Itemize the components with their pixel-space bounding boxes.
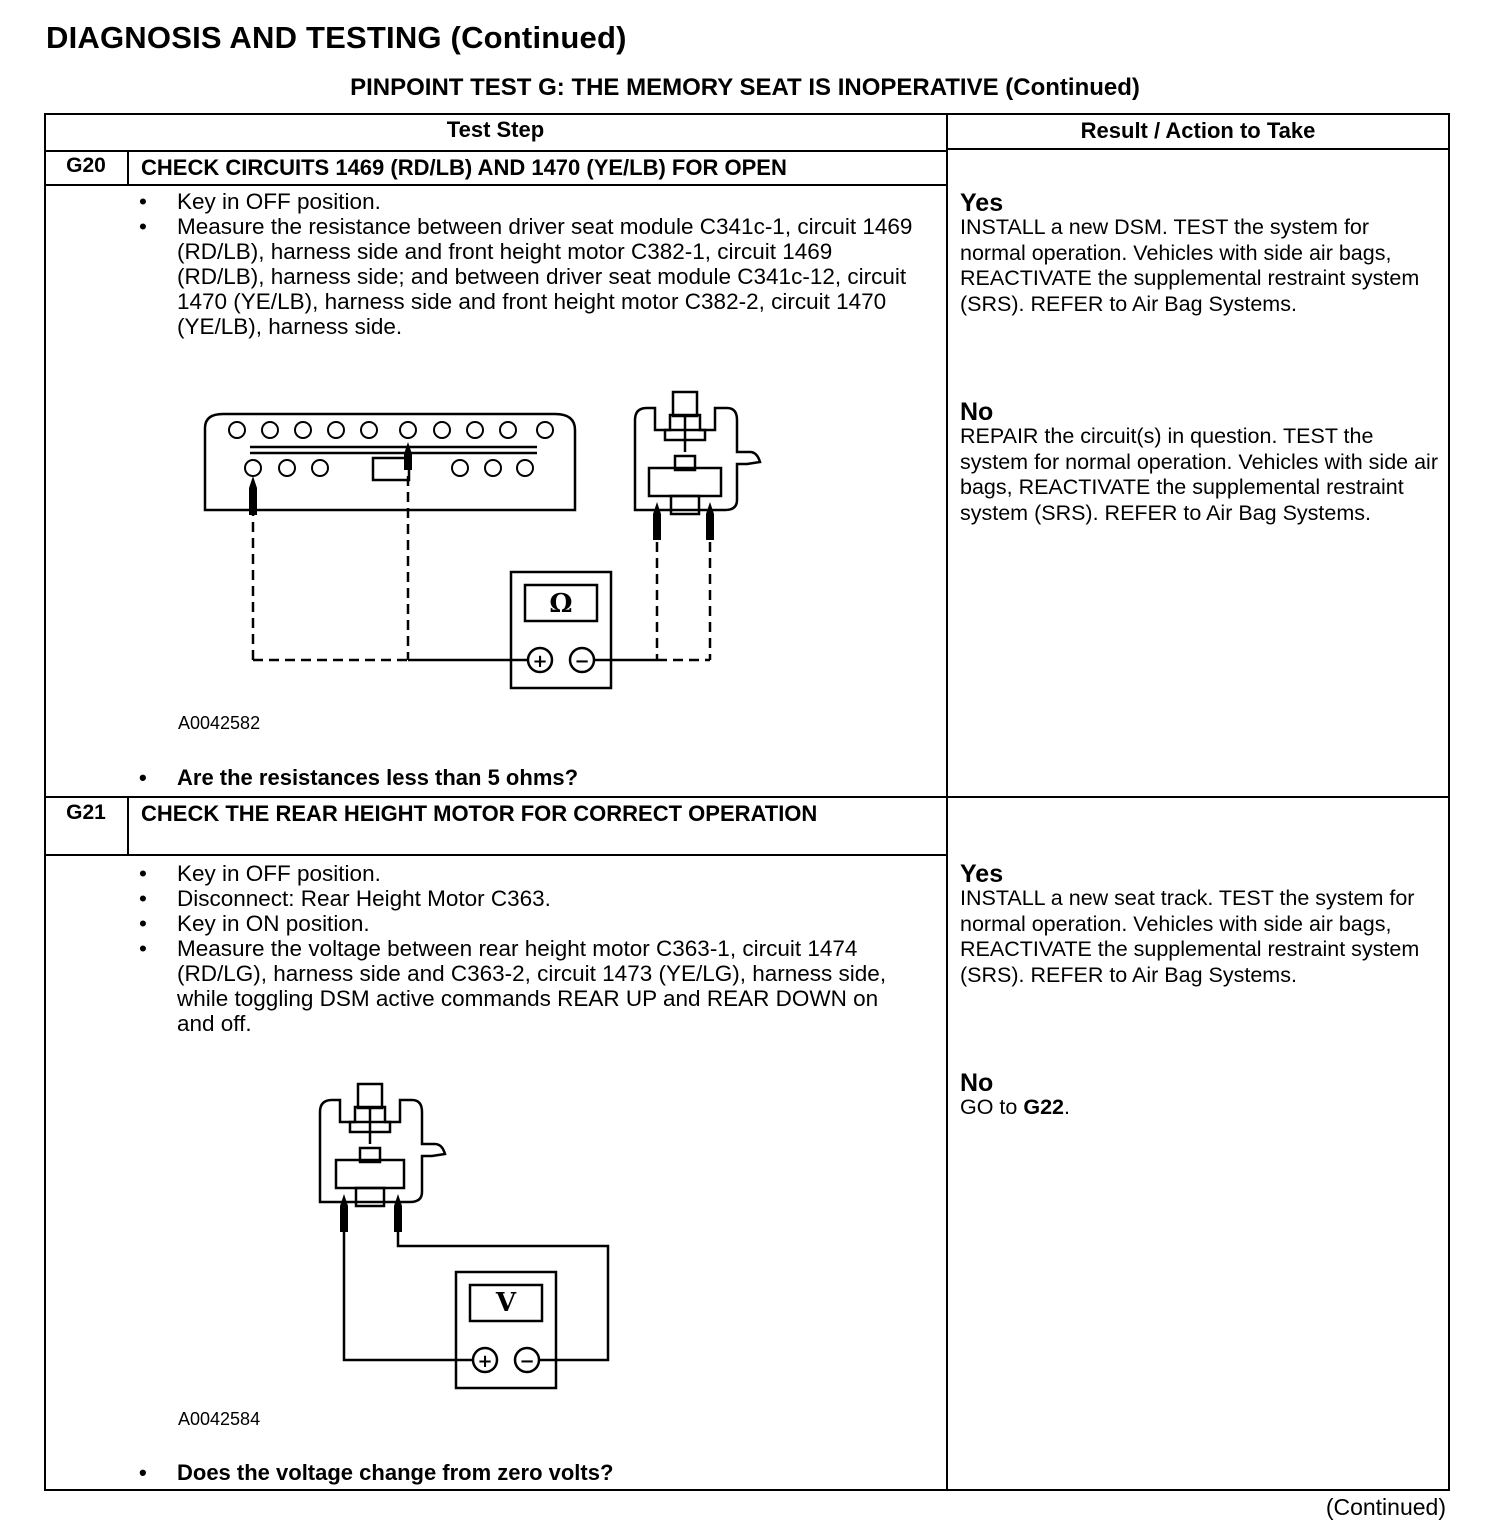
- header-divider-right: [946, 148, 1450, 150]
- step-title-g20: CHECK CIRCUITS 1469 (RD/LB) AND 1470 (YE/LB) FOR OPEN: [141, 155, 787, 180]
- meter-minus-terminal: −: [574, 651, 590, 672]
- g21-no-text: [960, 1095, 1440, 1121]
- header-result-action: Result / Action to Take: [1080, 118, 1316, 143]
- g20-no-label: No: [960, 398, 994, 426]
- figure-id-g21: A0042584: [178, 1409, 261, 1429]
- figure-id-g20: A0042582: [178, 713, 261, 733]
- list-item: • Disconnect: Rear Height Motor C363.: [137, 886, 897, 911]
- list-item: • Key in OFF position.: [137, 189, 917, 214]
- g20-resistance-test-diagram: [195, 390, 765, 690]
- g21-yes-label: Yes: [960, 860, 1004, 888]
- column-divider: [946, 113, 948, 1491]
- g20-no-text: REPAIR the circuit(s) in question. TEST the system for normal operation. Vehicles with side air bags, REACTIVATE the supplemental restraint system (SRS). REFER to Air Bag Systems.: [960, 424, 1438, 525]
- list-item: • Key in OFF position.: [137, 861, 897, 886]
- g20-instructions: [137, 189, 917, 339]
- g21-id-divider: [127, 796, 129, 855]
- g21-instructions: [137, 861, 897, 1036]
- rear-height-motor-connector: [320, 1100, 445, 1202]
- front-height-motor-connector: [635, 408, 760, 510]
- step-id-g20: G20: [66, 154, 106, 177]
- list-item: • Measure the voltage between rear height motor C363-1, circuit 1474 (RD/LG), harness side and C363-2, circuit 1473 (YE/LG), harness side, while toggling DSM active commands REAR UP and REAR DOWN on and off.: [137, 936, 897, 1036]
- meter-symbol-ohm: Ω: [549, 589, 573, 619]
- page-title: DIAGNOSIS AND TESTING (Continued): [46, 20, 627, 55]
- g21-voltage-test-diagram: [310, 1082, 630, 1402]
- meter-symbol-volt: V: [495, 1288, 517, 1318]
- pinpoint-test-title: PINPOINT TEST G: THE MEMORY SEAT IS INOPERATIVE (Continued): [350, 74, 1140, 101]
- step-id-g21: G21: [66, 801, 106, 824]
- list-item: • Key in ON position.: [137, 911, 897, 936]
- continued-note: (Continued): [1325, 1494, 1446, 1520]
- step-title-g21: CHECK THE REAR HEIGHT MOTOR FOR CORRECT OPERATION: [141, 801, 818, 826]
- g21-yes-text: INSTALL a new seat track. TEST the system for normal operation. Vehicles with side air bags, REACTIVATE the supplemental restraint system (SRS). REFER to Air Bag Systems.: [960, 886, 1420, 987]
- g20-id-divider: [127, 150, 129, 185]
- g20-yes-label: Yes: [960, 189, 1004, 217]
- header-divider-left: [44, 150, 947, 152]
- g21-title-divider: [44, 854, 947, 856]
- question-g21: • Does the voltage change from zero volts?: [177, 1460, 613, 1486]
- header-test-step: Test Step: [446, 117, 545, 142]
- meter-minus-terminal: −: [519, 1351, 535, 1372]
- question-g20: • Are the resistances less than 5 ohms?: [177, 765, 578, 791]
- list-item: • Measure the resistance between driver seat module C341c-1, circuit 1469 (RD/LB), harness side and front height motor C382-1, circuit 1469 (RD/LB), harness side; and between driver seat module C341c-12, circuit 1470 (YE/LB), harness side and front height motor C382-2, circuit 1470 (YE/LB), harness side.: [137, 214, 917, 339]
- no-text-prefix: GO to: [960, 1095, 1018, 1119]
- step-divider: [44, 796, 1450, 798]
- meter-plus-terminal: +: [477, 1351, 493, 1372]
- goto-step-link[interactable]: G22: [1023, 1095, 1064, 1119]
- meter-plus-terminal: +: [532, 651, 548, 672]
- no-text-suffix: .: [1063, 1095, 1070, 1119]
- g20-yes-text: INSTALL a new DSM. TEST the system for normal operation. Vehicles with side air bags, REACTIVATE the supplemental restraint system (SRS). REFER to Air Bag Systems.: [960, 215, 1420, 316]
- g21-no-label: No: [960, 1069, 994, 1097]
- g20-title-divider: [44, 184, 947, 186]
